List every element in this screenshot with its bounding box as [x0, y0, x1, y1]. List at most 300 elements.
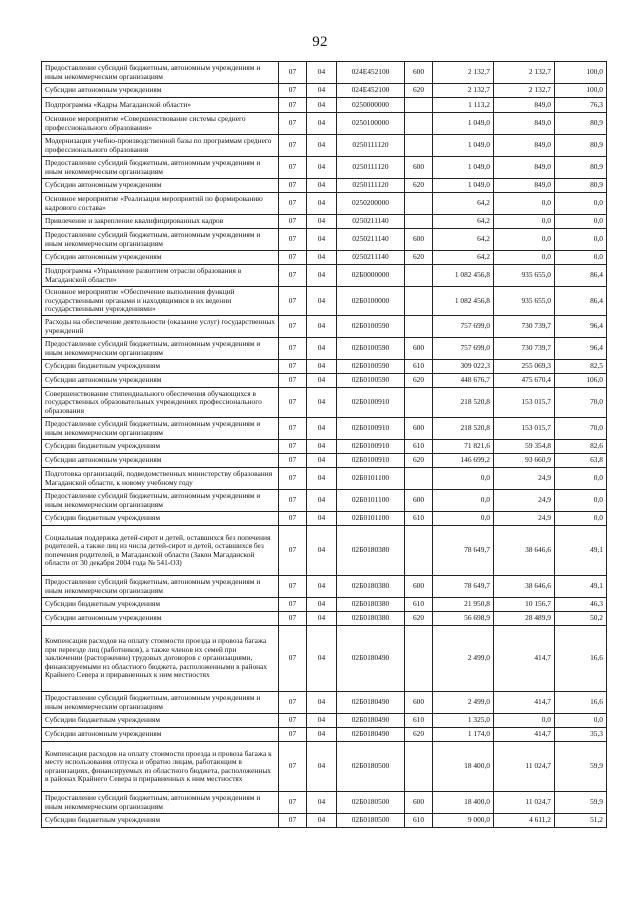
section-code-cell: 07 [279, 193, 307, 215]
execution-percent-cell: 0,0 [555, 229, 607, 251]
expense-type-cell: 610 [405, 440, 433, 454]
section-code-cell: 07 [279, 626, 307, 692]
subsection-code-cell: 04 [307, 728, 337, 742]
table-row [42, 814, 607, 828]
expense-type-cell: 620 [405, 251, 433, 265]
subsection-code-cell: 04 [307, 287, 337, 316]
subsection-code-cell: 04 [307, 814, 337, 828]
table-row [42, 728, 607, 742]
expense-type-cell: 610 [405, 598, 433, 612]
subsection-code-cell: 04 [307, 62, 337, 84]
section-code-cell: 07 [279, 598, 307, 612]
planned-amount-cell: 2 499,0 [433, 692, 494, 714]
actual-amount-cell: 414,7 [494, 692, 555, 714]
row-name-cell: Совершенствование стипендиального обеспечения обучающихся в государственных образовательных учреждениях профессионального образования [42, 388, 279, 418]
subsection-code-cell: 04 [307, 792, 337, 814]
subsection-code-cell: 04 [307, 692, 337, 714]
subsection-code-cell: 04 [307, 135, 337, 157]
expense-type-cell: 610 [405, 512, 433, 526]
planned-amount-cell: 18 400,0 [433, 792, 494, 814]
actual-amount-cell: 10 156,7 [494, 598, 555, 612]
table-row [42, 265, 607, 287]
section-code-cell: 07 [279, 287, 307, 316]
actual-amount-cell: 4 611,2 [494, 814, 555, 828]
execution-percent-cell: 70,0 [555, 388, 607, 418]
execution-percent-cell: 63,8 [555, 454, 607, 468]
target-article-cell: 0250111120 [337, 157, 405, 179]
table-row [42, 157, 607, 179]
execution-percent-cell: 82,5 [555, 360, 607, 374]
row-name-cell: Привлечение и закрепление квалифицированных кадров [42, 215, 279, 229]
table-row [42, 360, 607, 374]
target-article-cell: 024E452100 [337, 62, 405, 84]
row-name-cell: Субсидии автономным учреждениям [42, 454, 279, 468]
execution-percent-cell: 0,0 [555, 468, 607, 490]
subsection-code-cell: 04 [307, 468, 337, 490]
subsection-code-cell: 04 [307, 316, 337, 338]
expense-type-cell: 600 [405, 692, 433, 714]
section-code-cell: 07 [279, 418, 307, 440]
target-article-cell: 02Б0180490 [337, 714, 405, 728]
table-row [42, 526, 607, 576]
actual-amount-cell: 153 015,7 [494, 418, 555, 440]
row-name-cell: Подпрограмма «Управление развитием отрасли образования в Магаданской области» [42, 265, 279, 287]
subsection-code-cell: 04 [307, 598, 337, 612]
planned-amount-cell: 78 649,7 [433, 526, 494, 576]
target-article-cell: 02Б0180490 [337, 692, 405, 714]
budget-table [41, 61, 607, 828]
row-name-cell: Подпрограмма «Кадры Магаданской области» [42, 98, 279, 113]
table-row [42, 692, 607, 714]
execution-percent-cell: 82,6 [555, 440, 607, 454]
target-article-cell: 02Б0000000 [337, 265, 405, 287]
planned-amount-cell: 2 132,7 [433, 84, 494, 98]
expense-type-cell: 620 [405, 728, 433, 742]
section-code-cell: 07 [279, 374, 307, 388]
planned-amount-cell: 1 113,2 [433, 98, 494, 113]
planned-amount-cell: 21 950,8 [433, 598, 494, 612]
section-code-cell: 07 [279, 692, 307, 714]
planned-amount-cell: 64,2 [433, 215, 494, 229]
expense-type-cell: 610 [405, 714, 433, 728]
execution-percent-cell: 0,0 [555, 714, 607, 728]
expense-type-cell [405, 98, 433, 113]
execution-percent-cell: 59,9 [555, 792, 607, 814]
expense-type-cell [405, 193, 433, 215]
execution-percent-cell: 59,9 [555, 742, 607, 792]
section-code-cell: 07 [279, 215, 307, 229]
section-code-cell: 07 [279, 179, 307, 193]
subsection-code-cell: 04 [307, 265, 337, 287]
planned-amount-cell: 1 082 456,8 [433, 265, 494, 287]
target-article-cell: 02Б0180380 [337, 598, 405, 612]
expense-type-cell: 600 [405, 418, 433, 440]
planned-amount-cell: 2 132,7 [433, 62, 494, 84]
subsection-code-cell: 04 [307, 360, 337, 374]
row-name-cell: Предоставление субсидий бюджетным, автономным учреждениям и иным некоммерческим организациям [42, 792, 279, 814]
row-name-cell: Основное мероприятие «Совершенствование системы среднего профессионального образования» [42, 113, 279, 135]
table-body [42, 62, 607, 828]
execution-percent-cell: 100,0 [555, 62, 607, 84]
section-code-cell: 07 [279, 792, 307, 814]
expense-type-cell: 600 [405, 229, 433, 251]
table-row [42, 792, 607, 814]
target-article-cell: 02Б0100910 [337, 388, 405, 418]
expense-type-cell [405, 742, 433, 792]
subsection-code-cell: 04 [307, 84, 337, 98]
expense-type-cell [405, 626, 433, 692]
table-row [42, 193, 607, 215]
table-row [42, 612, 607, 626]
target-article-cell: 02Б0100590 [337, 316, 405, 338]
table-row [42, 468, 607, 490]
section-code-cell: 07 [279, 251, 307, 265]
section-code-cell: 07 [279, 526, 307, 576]
execution-percent-cell: 0,0 [555, 193, 607, 215]
planned-amount-cell: 757 699,0 [433, 316, 494, 338]
planned-amount-cell: 1 049,0 [433, 135, 494, 157]
table-row [42, 598, 607, 612]
subsection-code-cell: 04 [307, 215, 337, 229]
execution-percent-cell: 46,3 [555, 598, 607, 612]
row-name-cell: Предоставление субсидий бюджетным, автономным учреждениям и иным некоммерческим организациям [42, 157, 279, 179]
section-code-cell: 07 [279, 338, 307, 360]
actual-amount-cell: 849,0 [494, 179, 555, 193]
planned-amount-cell: 2 499,0 [433, 626, 494, 692]
execution-percent-cell: 100,0 [555, 84, 607, 98]
actual-amount-cell: 11 024,7 [494, 742, 555, 792]
row-name-cell: Социальная поддержка детей-сирот и детей, оставшихся без попечения родителей, а также лиц из числа детей-сирот и детей, оставшихся без попечения родителей, в Магаданской области (Закон Магаданской области от 30 декабря 2004 года № 541-ОЗ) [42, 526, 279, 576]
execution-percent-cell: 106,0 [555, 374, 607, 388]
section-code-cell: 07 [279, 316, 307, 338]
subsection-code-cell: 04 [307, 388, 337, 418]
section-code-cell: 07 [279, 84, 307, 98]
row-name-cell: Предоставление субсидий бюджетным, автономным учреждениям и иным некоммерческим организациям [42, 576, 279, 598]
table-row [42, 490, 607, 512]
expense-type-cell: 600 [405, 490, 433, 512]
subsection-code-cell: 04 [307, 229, 337, 251]
execution-percent-cell: 49,1 [555, 576, 607, 598]
target-article-cell: 0250211140 [337, 229, 405, 251]
row-name-cell: Субсидии автономным учреждениям [42, 728, 279, 742]
planned-amount-cell: 1 174,0 [433, 728, 494, 742]
section-code-cell: 07 [279, 265, 307, 287]
section-code-cell: 07 [279, 714, 307, 728]
execution-percent-cell: 0,0 [555, 512, 607, 526]
table-row [42, 714, 607, 728]
row-name-cell: Модернизация учебно-производственной базы по программам среднего профессионального образования [42, 135, 279, 157]
table-row [42, 62, 607, 84]
subsection-code-cell: 04 [307, 418, 337, 440]
table-row [42, 84, 607, 98]
subsection-code-cell: 04 [307, 157, 337, 179]
target-article-cell: 02Б0180490 [337, 728, 405, 742]
actual-amount-cell: 935 655,0 [494, 265, 555, 287]
actual-amount-cell: 849,0 [494, 113, 555, 135]
actual-amount-cell: 414,7 [494, 626, 555, 692]
execution-percent-cell: 70,0 [555, 418, 607, 440]
table-row [42, 512, 607, 526]
planned-amount-cell: 0,0 [433, 468, 494, 490]
section-code-cell: 07 [279, 576, 307, 598]
target-article-cell: 02Б0100910 [337, 454, 405, 468]
row-name-cell: Основное мероприятие «Реализация мероприятий по формированию кадрового состава» [42, 193, 279, 215]
row-name-cell: Предоставление субсидий бюджетным, автономным учреждениям и иным некоммерческим организациям [42, 229, 279, 251]
planned-amount-cell: 1 049,0 [433, 113, 494, 135]
planned-amount-cell: 218 520,8 [433, 418, 494, 440]
row-name-cell: Предоставление субсидий бюджетным, автономным учреждениям и иным некоммерческим организациям [42, 418, 279, 440]
actual-amount-cell: 38 646,6 [494, 576, 555, 598]
table-row [42, 215, 607, 229]
execution-percent-cell: 76,3 [555, 98, 607, 113]
section-code-cell: 07 [279, 229, 307, 251]
target-article-cell: 02Б0100590 [337, 338, 405, 360]
table-row [42, 251, 607, 265]
section-code-cell: 07 [279, 135, 307, 157]
actual-amount-cell: 0,0 [494, 215, 555, 229]
planned-amount-cell: 18 400,0 [433, 742, 494, 792]
actual-amount-cell: 24,9 [494, 468, 555, 490]
row-name-cell: Субсидии бюджетным учреждениям [42, 440, 279, 454]
section-code-cell: 07 [279, 742, 307, 792]
row-name-cell: Подготовка организаций, подведомственных министерству образования Магаданской области, к новому учебному году [42, 468, 279, 490]
expense-type-cell [405, 113, 433, 135]
planned-amount-cell: 448 676,7 [433, 374, 494, 388]
planned-amount-cell: 64,2 [433, 229, 494, 251]
planned-amount-cell: 64,2 [433, 193, 494, 215]
execution-percent-cell: 96,4 [555, 316, 607, 338]
actual-amount-cell: 28 489,9 [494, 612, 555, 626]
subsection-code-cell: 04 [307, 612, 337, 626]
row-name-cell: Субсидии автономным учреждениям [42, 84, 279, 98]
row-name-cell: Субсидии автономным учреждениям [42, 179, 279, 193]
expense-type-cell: 620 [405, 84, 433, 98]
subsection-code-cell: 04 [307, 179, 337, 193]
execution-percent-cell: 35,3 [555, 728, 607, 742]
table-row [42, 626, 607, 692]
actual-amount-cell: 59 354,8 [494, 440, 555, 454]
row-name-cell: Субсидии бюджетным учреждениям [42, 598, 279, 612]
target-article-cell: 02Б0180500 [337, 742, 405, 792]
target-article-cell: 024E452100 [337, 84, 405, 98]
subsection-code-cell: 04 [307, 576, 337, 598]
subsection-code-cell: 04 [307, 374, 337, 388]
section-code-cell: 07 [279, 728, 307, 742]
section-code-cell: 07 [279, 454, 307, 468]
execution-percent-cell: 96,4 [555, 338, 607, 360]
actual-amount-cell: 730 739,7 [494, 316, 555, 338]
section-code-cell: 07 [279, 440, 307, 454]
subsection-code-cell: 04 [307, 742, 337, 792]
actual-amount-cell: 255 069,3 [494, 360, 555, 374]
row-name-cell: Компенсация расходов на оплату стоимости проезда и провоза багажа при переезде лиц (работников), а также членов их семей при заключении (расторжении) трудовых договоров с организациями, финансируемыми из областного бюджета, расположенными в районах Крайнего Севера и приравненных к ним местностях [42, 626, 279, 692]
table-row [42, 135, 607, 157]
planned-amount-cell: 1 049,0 [433, 179, 494, 193]
target-article-cell: 0250000000 [337, 98, 405, 113]
actual-amount-cell: 849,0 [494, 98, 555, 113]
row-name-cell: Компенсация расходов на оплату стоимости проезда и провоза багажа к месту использования отпуска и обратно лицам, работающим в организациях, финансируемых из областного бюджета, расположенных в районах Крайнего Севера и приравненных к ним местностях [42, 742, 279, 792]
row-name-cell: Субсидии бюджетным учреждениям [42, 714, 279, 728]
actual-amount-cell: 730 739,7 [494, 338, 555, 360]
actual-amount-cell: 0,0 [494, 251, 555, 265]
execution-percent-cell: 80,9 [555, 135, 607, 157]
table-row [42, 454, 607, 468]
section-code-cell: 07 [279, 512, 307, 526]
expense-type-cell: 620 [405, 454, 433, 468]
table-row [42, 113, 607, 135]
target-article-cell: 02Б0101100 [337, 512, 405, 526]
target-article-cell: 02Б0180490 [337, 626, 405, 692]
section-code-cell: 07 [279, 157, 307, 179]
planned-amount-cell: 0,0 [433, 490, 494, 512]
expense-type-cell [405, 215, 433, 229]
actual-amount-cell: 0,0 [494, 229, 555, 251]
table-row [42, 316, 607, 338]
table-row [42, 287, 607, 316]
section-code-cell: 07 [279, 62, 307, 84]
actual-amount-cell: 849,0 [494, 157, 555, 179]
target-article-cell: 02Б0180500 [337, 814, 405, 828]
subsection-code-cell: 04 [307, 251, 337, 265]
actual-amount-cell: 11 024,7 [494, 792, 555, 814]
row-name-cell: Субсидии автономным учреждениям [42, 374, 279, 388]
actual-amount-cell: 38 646,6 [494, 526, 555, 576]
expense-type-cell: 600 [405, 62, 433, 84]
execution-percent-cell: 80,9 [555, 113, 607, 135]
expense-type-cell [405, 526, 433, 576]
expense-type-cell [405, 316, 433, 338]
subsection-code-cell: 04 [307, 193, 337, 215]
table-row [42, 576, 607, 598]
row-name-cell: Предоставление субсидий бюджетным, автономным учреждениям и иным некоммерческим организациям [42, 338, 279, 360]
subsection-code-cell: 04 [307, 626, 337, 692]
execution-percent-cell: 0,0 [555, 490, 607, 512]
table-row [42, 388, 607, 418]
row-name-cell: Предоставление субсидий бюджетным, автономным учреждениям и иным некоммерческим организациям [42, 62, 279, 84]
expense-type-cell: 610 [405, 360, 433, 374]
actual-amount-cell: 935 655,0 [494, 287, 555, 316]
execution-percent-cell: 51,2 [555, 814, 607, 828]
table-row [42, 179, 607, 193]
execution-percent-cell: 16,6 [555, 626, 607, 692]
target-article-cell: 02Б0100000 [337, 287, 405, 316]
actual-amount-cell: 414,7 [494, 728, 555, 742]
table-row [42, 98, 607, 113]
subsection-code-cell: 04 [307, 113, 337, 135]
row-name-cell: Расходы на обеспечение деятельности (оказание услуг) государственных учреждений [42, 316, 279, 338]
target-article-cell: 02Б0180380 [337, 576, 405, 598]
actual-amount-cell: 2 132,7 [494, 84, 555, 98]
table-row [42, 742, 607, 792]
expense-type-cell [405, 265, 433, 287]
expense-type-cell: 600 [405, 157, 433, 179]
page-number: 92 [312, 34, 328, 50]
target-article-cell: 0250111120 [337, 179, 405, 193]
table-row [42, 440, 607, 454]
row-name-cell: Субсидии бюджетным учреждениям [42, 814, 279, 828]
planned-amount-cell: 1 325,0 [433, 714, 494, 728]
expense-type-cell [405, 135, 433, 157]
subsection-code-cell: 04 [307, 454, 337, 468]
subsection-code-cell: 04 [307, 526, 337, 576]
planned-amount-cell: 71 821,6 [433, 440, 494, 454]
execution-percent-cell: 86,4 [555, 265, 607, 287]
row-name-cell: Предоставление субсидий бюджетным, автономным учреждениям и иным некоммерческим организациям [42, 490, 279, 512]
execution-percent-cell: 0,0 [555, 215, 607, 229]
expense-type-cell [405, 468, 433, 490]
row-name-cell: Субсидии автономным учреждениям [42, 612, 279, 626]
planned-amount-cell: 309 022,3 [433, 360, 494, 374]
expense-type-cell: 620 [405, 374, 433, 388]
actual-amount-cell: 24,9 [494, 512, 555, 526]
row-name-cell: Субсидии бюджетным учреждениям [42, 512, 279, 526]
planned-amount-cell: 0,0 [433, 512, 494, 526]
planned-amount-cell: 218 520,8 [433, 388, 494, 418]
table-row [42, 229, 607, 251]
section-code-cell: 07 [279, 468, 307, 490]
target-article-cell: 02Б0180380 [337, 526, 405, 576]
actual-amount-cell: 93 660,9 [494, 454, 555, 468]
target-article-cell: 02Б0101100 [337, 468, 405, 490]
target-article-cell: 0250200000 [337, 193, 405, 215]
row-name-cell: Предоставление субсидий бюджетным, автономным учреждениям и иным некоммерческим организациям [42, 692, 279, 714]
section-code-cell: 07 [279, 98, 307, 113]
expense-type-cell [405, 388, 433, 418]
expense-type-cell: 620 [405, 612, 433, 626]
section-code-cell: 07 [279, 612, 307, 626]
target-article-cell: 02Б0100590 [337, 374, 405, 388]
expense-type-cell [405, 287, 433, 316]
planned-amount-cell: 9 000,0 [433, 814, 494, 828]
row-name-cell: Субсидии автономным учреждениям [42, 251, 279, 265]
actual-amount-cell: 24,9 [494, 490, 555, 512]
actual-amount-cell: 0,0 [494, 714, 555, 728]
subsection-code-cell: 04 [307, 98, 337, 113]
subsection-code-cell: 04 [307, 338, 337, 360]
planned-amount-cell: 1 049,0 [433, 157, 494, 179]
target-article-cell: 0250111120 [337, 135, 405, 157]
expense-type-cell: 600 [405, 338, 433, 360]
execution-percent-cell: 16,6 [555, 692, 607, 714]
planned-amount-cell: 146 699,2 [433, 454, 494, 468]
planned-amount-cell: 56 698,9 [433, 612, 494, 626]
subsection-code-cell: 04 [307, 714, 337, 728]
table-row [42, 374, 607, 388]
execution-percent-cell: 0,0 [555, 251, 607, 265]
subsection-code-cell: 04 [307, 490, 337, 512]
planned-amount-cell: 78 649,7 [433, 576, 494, 598]
target-article-cell: 02Б0180500 [337, 792, 405, 814]
execution-percent-cell: 49,1 [555, 526, 607, 576]
target-article-cell: 02Б0100590 [337, 360, 405, 374]
subsection-code-cell: 04 [307, 440, 337, 454]
target-article-cell: 02Б0100910 [337, 440, 405, 454]
execution-percent-cell: 86,4 [555, 287, 607, 316]
table-row [42, 418, 607, 440]
execution-percent-cell: 80,9 [555, 157, 607, 179]
actual-amount-cell: 0,0 [494, 193, 555, 215]
target-article-cell: 0250100000 [337, 113, 405, 135]
actual-amount-cell: 153 015,7 [494, 388, 555, 418]
subsection-code-cell: 04 [307, 512, 337, 526]
expense-type-cell: 620 [405, 179, 433, 193]
planned-amount-cell: 64,2 [433, 251, 494, 265]
row-name-cell: Основное мероприятие «Обеспечение выполнения функций государственными органами и находящимися в их ведении государственными учреждениями» [42, 287, 279, 316]
actual-amount-cell: 2 132,7 [494, 62, 555, 84]
section-code-cell: 07 [279, 490, 307, 512]
execution-percent-cell: 50,2 [555, 612, 607, 626]
section-code-cell: 07 [279, 814, 307, 828]
